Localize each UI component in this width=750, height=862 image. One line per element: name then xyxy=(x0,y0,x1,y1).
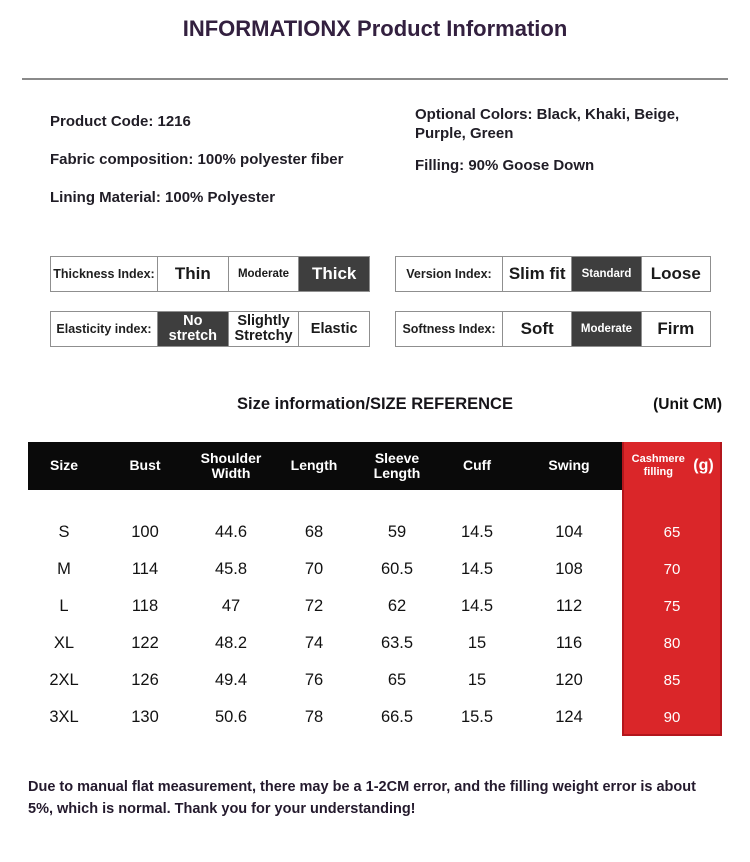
cell-shoulder: 44.6 xyxy=(214,523,248,542)
table-row-s xyxy=(28,514,722,551)
cell-shoulder: 45.8 xyxy=(214,560,248,579)
table-row-l xyxy=(28,588,722,625)
table-row-3xl xyxy=(28,699,722,736)
thickness-option-moderate: Moderate xyxy=(228,257,299,291)
page-title: INFORMATIONX Product Information xyxy=(182,16,568,41)
version-option-standard-selected: Standard xyxy=(571,257,640,291)
cell-cuff: 14.5 xyxy=(460,560,494,579)
cell-bust: 122 xyxy=(131,634,159,653)
cell-bust: 126 xyxy=(131,671,159,690)
softness-option-firm: Firm xyxy=(641,312,710,346)
cell-cashmere-filling: 85 xyxy=(663,672,681,690)
elasticity-index-table xyxy=(50,311,370,347)
cell-length: 68 xyxy=(304,523,324,542)
spec-tables-grid xyxy=(50,256,711,347)
table-row-m xyxy=(28,551,722,588)
cell-sleeve: 63.5 xyxy=(380,634,414,653)
softness-index-label: Softness Index: xyxy=(402,322,496,337)
cell-size: 3XL xyxy=(49,708,79,727)
cell-shoulder: 48.2 xyxy=(214,634,248,653)
cell-size: S xyxy=(58,523,70,542)
cell-cashmere-filling: 70 xyxy=(663,561,681,579)
version-index-table xyxy=(395,256,711,292)
table-row-2xl xyxy=(28,662,722,699)
cell-bust: 114 xyxy=(131,560,159,579)
cell-sleeve: 62 xyxy=(387,597,407,616)
cell-size: L xyxy=(59,597,69,616)
elasticity-index-label: Elasticity index: xyxy=(56,322,152,337)
col-header-shoulder-width: Shoulder Width xyxy=(200,449,262,482)
cell-swing: 108 xyxy=(555,560,583,579)
cell-bust: 130 xyxy=(131,708,159,727)
size-section-heading: Size information/SIZE REFERENCE xyxy=(237,395,513,414)
cell-shoulder: 50.6 xyxy=(214,708,248,727)
cell-size: XL xyxy=(53,634,75,653)
cell-swing: 112 xyxy=(555,597,583,616)
optional-colors-text: Optional Colors: Black, Khaki, Beige, Purple, Green xyxy=(415,106,680,142)
cell-sleeve: 65 xyxy=(387,671,407,690)
col-header-sleeve-length: Sleeve Length xyxy=(373,449,421,482)
elasticity-option-no-stretch-selected: No stretch xyxy=(157,312,228,346)
cell-cuff: 14.5 xyxy=(460,597,494,616)
cell-swing: 116 xyxy=(555,634,583,653)
size-section-heading-row xyxy=(28,395,722,417)
cell-sleeve: 60.5 xyxy=(380,560,414,579)
cell-cashmere-filling: 65 xyxy=(663,524,681,542)
cell-length: 78 xyxy=(304,708,324,727)
softness-option-moderate-selected: Moderate xyxy=(571,312,640,346)
version-option-loose: Loose xyxy=(641,257,710,291)
product-info-section xyxy=(50,106,722,226)
cell-sleeve: 59 xyxy=(387,523,407,542)
cell-swing: 120 xyxy=(555,671,583,690)
cashmere-filling-label: Cashmere filling xyxy=(631,453,685,479)
product-info-left-column xyxy=(50,106,415,226)
cell-cashmere-filling: 80 xyxy=(663,635,681,653)
col-header-size: Size xyxy=(49,457,78,474)
version-index-label: Version Index: xyxy=(406,267,492,282)
softness-option-soft: Soft xyxy=(502,312,571,346)
col-header-swing: Swing xyxy=(548,457,590,474)
cell-length: 70 xyxy=(304,560,324,579)
version-option-slim-fit: Slim fit xyxy=(502,257,571,291)
cell-bust: 118 xyxy=(131,597,159,616)
col-header-cuff: Cuff xyxy=(463,457,491,474)
cell-length: 72 xyxy=(304,597,324,616)
measurement-disclaimer: Due to manual flat measurement, there may be a 1-2CM error, and the filling weight error is about 5%, which is normal. Thank you for your understanding! xyxy=(28,779,696,817)
product-info-right-column xyxy=(415,106,722,226)
cell-size: 2XL xyxy=(49,671,79,690)
cell-cuff: 14.5 xyxy=(460,523,494,542)
cell-cuff: 15 xyxy=(467,671,487,690)
cell-sleeve: 66.5 xyxy=(380,708,414,727)
thickness-option-thin: Thin xyxy=(157,257,228,291)
lining-material-text: Lining Material: 100% Polyester xyxy=(50,188,276,206)
fabric-composition-text: Fabric composition: 100% polyester fiber xyxy=(50,150,344,168)
elasticity-option-elastic: Elastic xyxy=(298,312,369,346)
divider-line xyxy=(22,78,728,80)
thickness-option-thick-selected: Thick xyxy=(298,257,369,291)
unit-cm-label: (Unit CM) xyxy=(653,396,722,414)
size-table-header xyxy=(28,442,722,490)
cell-cuff: 15 xyxy=(467,634,487,653)
product-code-text: Product Code: 1216 xyxy=(50,113,191,130)
filling-text: Filling: 90% Goose Down xyxy=(415,156,595,174)
cell-shoulder: 47 xyxy=(221,597,241,616)
cell-length: 76 xyxy=(304,671,324,690)
softness-index-table xyxy=(395,311,711,347)
cell-size: M xyxy=(57,560,71,579)
cell-swing: 124 xyxy=(555,708,583,727)
cell-cashmere-filling: 90 xyxy=(663,709,681,727)
gram-unit-label: (g) xyxy=(693,457,714,475)
table-row-xl xyxy=(28,625,722,662)
cell-swing: 104 xyxy=(555,523,583,542)
col-header-length: Length xyxy=(290,457,338,474)
size-table xyxy=(28,442,722,736)
size-table-spacer-row xyxy=(28,490,722,514)
cell-length: 74 xyxy=(304,634,324,653)
thickness-index-label: Thickness Index: xyxy=(53,267,155,282)
cell-bust: 100 xyxy=(131,523,159,542)
col-header-cashmere-filling xyxy=(622,453,722,479)
elasticity-option-slightly-stretchy: Slightly Stretchy xyxy=(228,312,299,346)
thickness-index-table xyxy=(50,256,370,292)
cell-cuff: 15.5 xyxy=(460,708,494,727)
cell-shoulder: 49.4 xyxy=(214,671,248,690)
cell-cashmere-filling: 75 xyxy=(663,598,681,616)
col-header-bust: Bust xyxy=(129,457,161,474)
